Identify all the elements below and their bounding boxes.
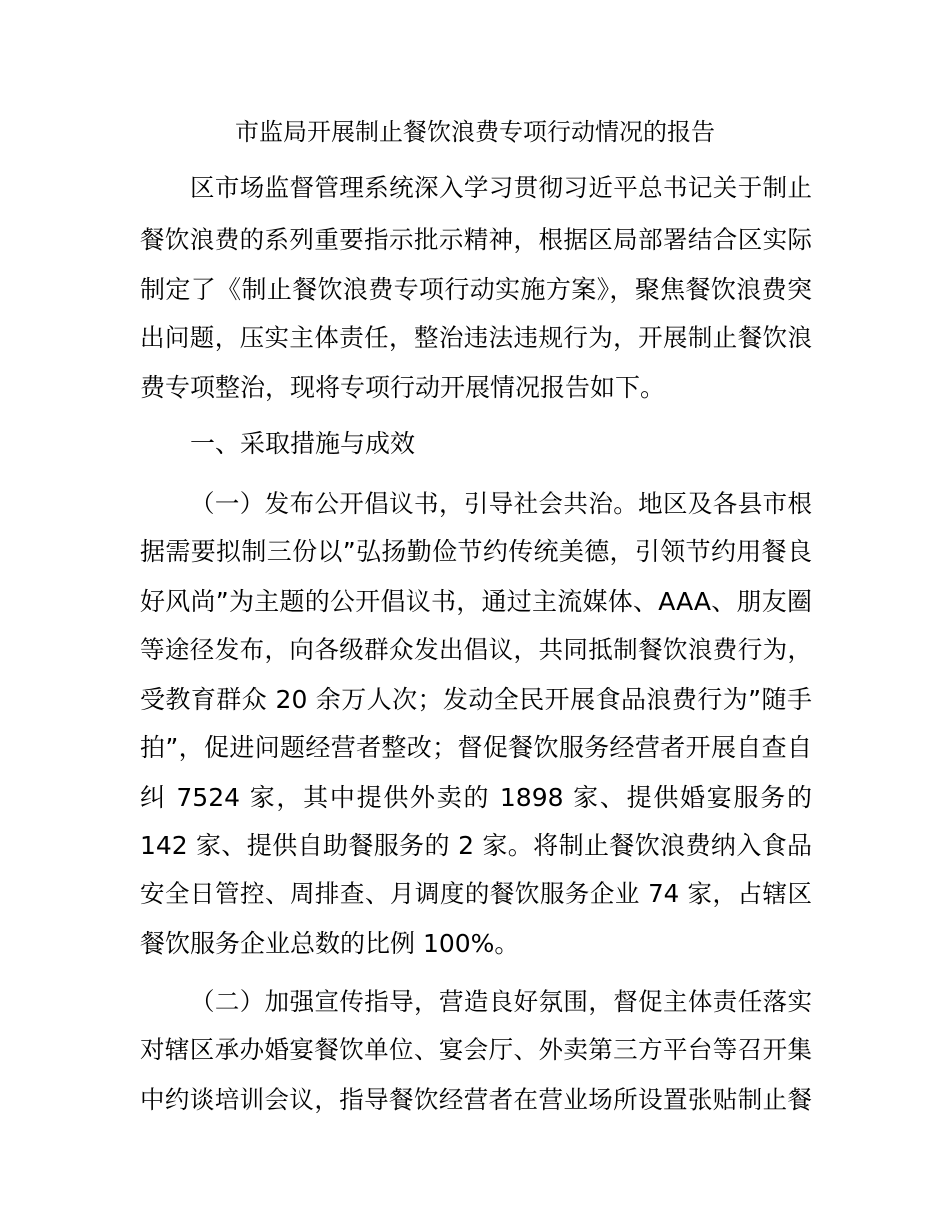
intro-line-3: 制定了《制止餐饮浪费专项行动实施方案》，聚焦餐饮浪费突 bbox=[140, 275, 812, 304]
section-heading: 一、采取措施与成效 bbox=[190, 429, 416, 458]
intro-line-4: 出问题，压实主体责任，整治违法违规行为，开展制止餐饮浪 bbox=[140, 323, 812, 352]
paragraph-1-line-6: 拍”，促进问题经营者整改；督促餐饮服务经营者开展自查自 bbox=[140, 733, 812, 762]
paragraph-1-line-1: （一）发布公开倡议书，引导社会共治。地区及各县市根 bbox=[190, 489, 812, 518]
paragraph-1-line-5: 受教育群众 20 余万人次；发动全民开展食品浪费行为”随手 bbox=[140, 685, 812, 714]
intro-line-2: 餐饮浪费的系列重要指示批示精神，根据区局部署结合区实际 bbox=[140, 225, 812, 254]
paragraph-1-line-9: 安全日管控、周排查、月调度的餐饮服务企业 74 家，占辖区 bbox=[140, 879, 812, 908]
paragraph-1-line-7: 纠 7524 家，其中提供外卖的 1898 家、提供婚宴服务的 bbox=[140, 783, 812, 812]
paragraph-1-line-10: 餐饮服务企业总数的比例 100%。 bbox=[140, 929, 520, 958]
intro-line-5: 费专项整治，现将专项行动开展情况报告如下。 bbox=[140, 373, 666, 402]
paragraph-2-line-2: 对辖区承办婚宴餐饮单位、宴会厅、外卖第三方平台等召开集 bbox=[140, 1035, 812, 1064]
intro-line-1: 区市场监督管理系统深入学习贯彻习近平总书记关于制止 bbox=[190, 173, 812, 202]
paragraph-2-line-1: （二）加强宣传指导，营造良好氛围，督促主体责任落实 bbox=[190, 987, 812, 1016]
document-title: 市监局开展制止餐饮浪费专项行动情况的报告 bbox=[235, 118, 715, 146]
paragraph-1-line-3: 好风尚”为主题的公开倡议书，通过主流媒体、AAA、朋友圈 bbox=[140, 587, 812, 616]
paragraph-1-line-8: 142 家、提供自助餐服务的 2 家。将制止餐饮浪费纳入食品 bbox=[140, 831, 812, 860]
paragraph-1-line-4: 等途径发布，向各级群众发出倡议，共同抵制餐饮浪费行为， bbox=[140, 635, 812, 664]
paragraph-1-line-2: 据需要拟制三份以”弘扬勤俭节约传统美德，引领节约用餐良 bbox=[140, 537, 812, 566]
paragraph-2-line-3: 中约谈培训会议，指导餐饮经营者在营业场所设置张贴制止餐 bbox=[140, 1085, 812, 1114]
